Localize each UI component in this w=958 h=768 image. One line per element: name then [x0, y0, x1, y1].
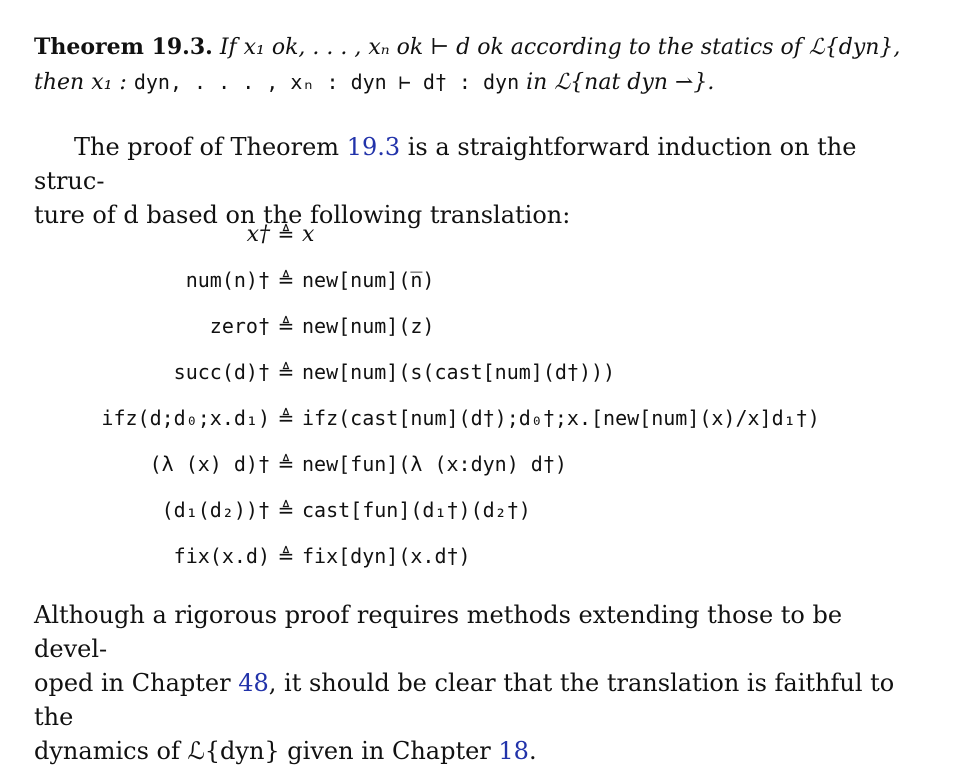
equiv-symbol: ≜	[277, 498, 295, 522]
translation-rule	[0, 314, 958, 354]
translation-rule	[0, 406, 958, 446]
rule-lhs: x†	[246, 222, 270, 247]
translation-rule	[0, 452, 958, 492]
equiv-symbol: ≜	[277, 406, 295, 430]
translation-rule	[0, 544, 958, 584]
translation-rule	[0, 360, 958, 400]
proof-intro-text-post: is a straightforward induction on the struc-	[34, 133, 857, 195]
rule-lhs: zero†	[209, 314, 270, 338]
equiv-symbol: ≜	[277, 360, 295, 384]
proof-intro-line2: ture of d based on the following translation:	[34, 201, 571, 229]
equiv-symbol: ≜	[277, 452, 295, 476]
equiv-symbol: ≜	[277, 544, 295, 568]
equiv-symbol: ≜	[277, 222, 295, 246]
translation-rule	[0, 268, 958, 308]
rule-rhs: new[num](z)	[302, 314, 435, 338]
conclusion-line3-pre: dynamics of ℒ{dyn} given in Chapter	[34, 737, 499, 765]
equiv-symbol: ≜	[277, 314, 295, 338]
proof-intro-text-pre: The proof of Theorem	[74, 133, 347, 161]
proof-intro-paragraph	[34, 130, 914, 232]
theorem-statement-line1: If x₁ ok, . . . , xₙ ok ⊢ d ok according to the statics of ℒ{dyn},	[219, 35, 901, 60]
chapter-48-link[interactable]: 48	[238, 669, 269, 697]
rule-rhs: new[num](n̅)	[302, 268, 435, 292]
theorem-statement-line2-post: in ℒ{nat dyn ⇀}.	[519, 70, 715, 95]
rule-lhs: succ(d)†	[173, 360, 270, 384]
translation-rule	[0, 222, 958, 262]
rule-rhs: x	[302, 222, 315, 247]
rule-rhs: fix[dyn](x.d†)	[302, 544, 471, 568]
chapter-18-link[interactable]: 18	[498, 737, 529, 765]
theorem-reference-link[interactable]: 19.3	[346, 133, 401, 161]
theorem-label: Theorem 19.3.	[34, 34, 213, 60]
equiv-symbol: ≜	[277, 268, 295, 292]
rule-lhs: (λ (x) d)†	[149, 452, 270, 476]
rule-lhs: (d₁(d₂))†	[161, 498, 270, 522]
theorem-statement-line2-pre: then x₁ :	[34, 70, 134, 95]
conclusion-line1: Although a rigorous proof requires methods extending those to be devel-	[34, 601, 843, 663]
translation-rule	[0, 498, 958, 538]
rule-rhs: cast[fun](d₁†)(d₂†)	[302, 498, 531, 522]
rule-lhs: ifz(d;d₀;x.d₁)	[101, 406, 270, 430]
theorem-block	[34, 30, 914, 100]
conclusion-paragraph	[34, 598, 914, 768]
conclusion-line2-post: , it should be clear that the translation is faithful to the	[34, 669, 895, 731]
rule-rhs: new[fun](λ (x:dyn) d†)	[302, 452, 567, 476]
conclusion-line2-pre: oped in Chapter	[34, 669, 239, 697]
rule-rhs: new[num](s(cast[num](d†)))	[302, 360, 616, 384]
theorem-statement-line2-mid: dyn, . . . , xₙ : dyn ⊢ d† : dyn	[133, 70, 520, 94]
rule-lhs: fix(x.d)	[173, 544, 270, 568]
rule-lhs: num(n)†	[185, 268, 270, 292]
rule-rhs: ifz(cast[num](d†);d₀†;x.[new[num](x)/x]d₁†)	[302, 406, 820, 430]
conclusion-line3-post: .	[528, 737, 537, 765]
